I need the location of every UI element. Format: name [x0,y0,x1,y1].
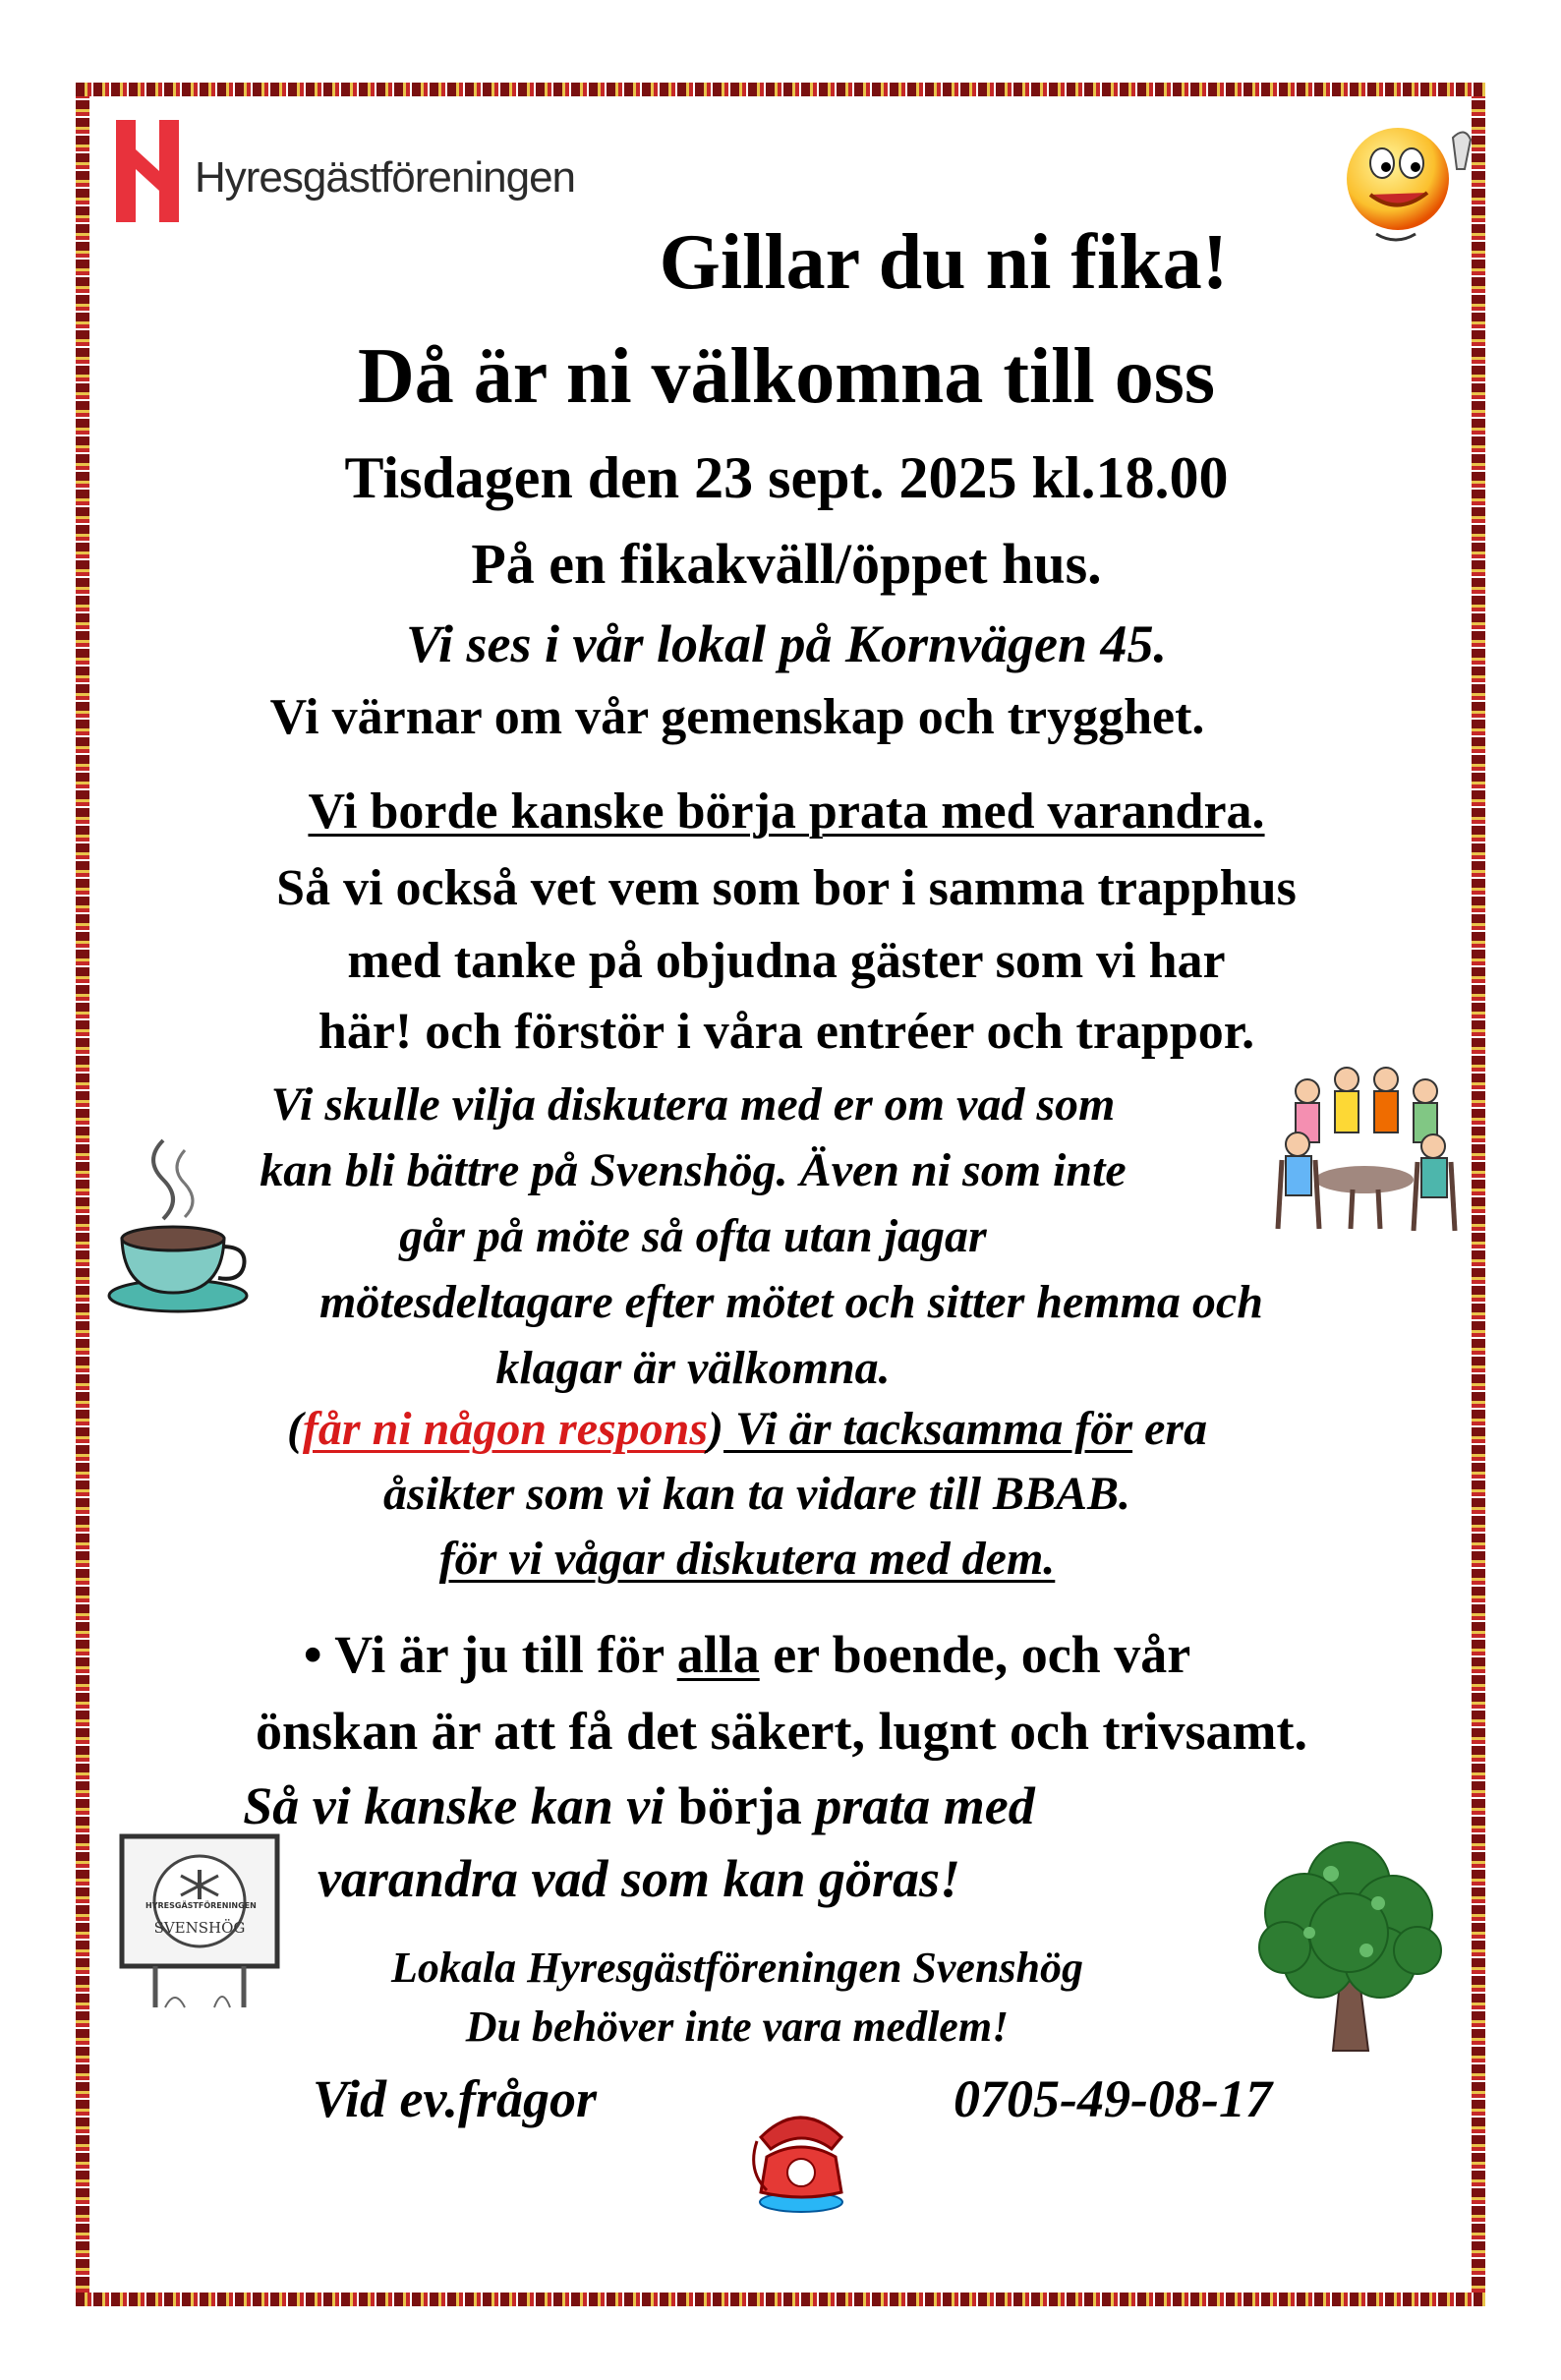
bullet: • [303,1625,322,1684]
smiley-icon [1337,118,1484,256]
headline-line1: Gillar du ni fika! [659,219,1229,306]
dare-discuss-line: för vi vågar diskutera med dem. [438,1533,1056,1585]
section2-line: klagar är välkomna. [495,1342,891,1394]
section3-line1-pre: Vi är ju till för [321,1625,677,1684]
section1-line: Så vi också vet vem som bor i samma trapphus [276,860,1297,916]
opinions-line: åsikter som vi kan ta vidare till BBAB. [382,1468,1131,1520]
thanks-text: Vi är tacksamma för [723,1403,1133,1455]
phone-number: 0705-49-08-17 [954,2069,1272,2128]
section3-line1-post: er boende, och vår [759,1625,1191,1684]
section2-line: mötesdeltagare efter mötet och sitter hemma och [319,1276,1263,1328]
section3-line1-emph: alla [676,1625,760,1684]
event-values: Vi värnar om vår gemenskap och trygghet. [269,689,1205,745]
section3-line2: önskan är att få det säkert, lugnt och trivsamt. [256,1702,1307,1761]
section1-line: med tanke på objudna gäster som vi har [347,933,1226,989]
section3-line3-emph: börja [677,1776,802,1835]
headline-line2: Då är ni välkomna till oss [358,333,1215,420]
section3-line3 [147,1775,1130,1836]
section1-line: här! och förstör i våra entréer och trappor. [318,1004,1255,1060]
event-type: På en fikakväll/öppet hus. [471,532,1102,596]
brand-logo-mark-icon [116,120,179,222]
brand-name: Hyresgästföreningen [195,153,576,202]
footer-org: Lokala Hyresgästföreningen Svenshög [390,1944,1084,1992]
tree-icon [1250,1834,1447,2056]
sign-top-text: HYRESGÄSTFÖRENINGEN [145,1901,257,1910]
section2-line: Vi skulle vilja diskutera med er om vad som [270,1078,1116,1131]
paren-open: ( [286,1403,303,1455]
section3-line3-pre: Så vi kanske kan vi [243,1776,678,1835]
section2-line: kan bli bättre på Svenshög. Även ni som inte [260,1144,1127,1196]
paren-close: ) [708,1403,724,1455]
questions-label: Vid ev.frågor [313,2069,597,2128]
response-line [108,1402,1386,1456]
section2-line: går på möte så ofta utan jagar [399,1210,987,1262]
thanks-tail: era [1132,1403,1208,1455]
section1-heading: Vi borde kanske börja prata med varandra. [308,784,1265,840]
brand-logo [116,120,627,222]
telephone-icon [747,2102,855,2215]
response-text: får ni någon respons [302,1403,709,1455]
section3-line4: varandra vad som kan göras! [317,1849,961,1908]
section3-line1 [59,1624,1435,1685]
event-location: Vi ses i vår lokal på Kornvägen 45. [405,614,1168,673]
sign-bottom-text: SVENSHÖG [153,1919,246,1937]
section2-paragraph [177,1072,1357,1401]
event-date-time: Tisdagen den 23 sept. 2025 kl.18.00 [344,445,1229,510]
footer-membership: Du behöver inte vara medlem! [465,2003,1010,2051]
section3-line3-post: prata med [801,1776,1035,1835]
